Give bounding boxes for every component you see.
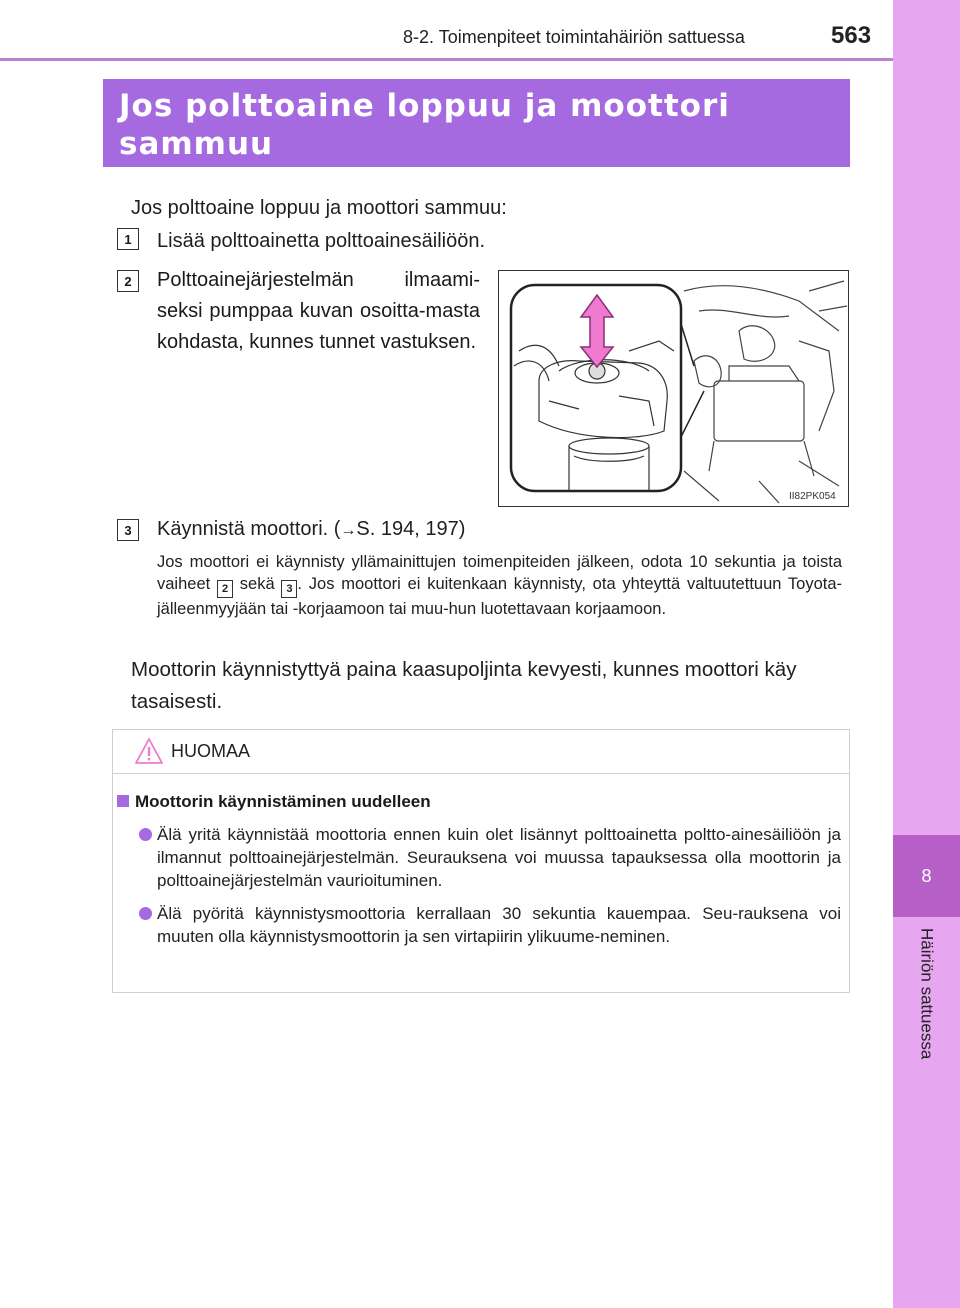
- warning-triangle-icon: [134, 736, 164, 766]
- step-2-text: Polttoainejärjestelmän ilmaami-seksi pumppaa kuvan osoitta-masta kohdasta, kunnes tunnet vastuksen.: [157, 269, 480, 353]
- intro-text: Jos polttoaine loppuu ja moottori sammuu:: [131, 197, 507, 219]
- chapter-side-tab: [893, 0, 960, 1308]
- title-line-2: (vain dieselmoottori): [119, 164, 509, 200]
- note-text-1: Jos moottori ei käynnisty yllämainittujen toimenpiteiden jälkeen, odota 10 sekuntia ja toista vaiheet: [157, 553, 842, 593]
- caution-bullet-2: [139, 902, 841, 948]
- step-badge-3: 3: [117, 519, 139, 541]
- chapter-title: Häiriön sattuessa: [917, 928, 937, 1060]
- title-banner: [103, 79, 850, 200]
- step-3-label: Käynnistä moottori. (: [157, 518, 341, 540]
- header-rule: [0, 58, 893, 61]
- illustration-code: II82PK054: [789, 491, 836, 502]
- engine-illustration: [498, 270, 849, 507]
- step-badge-2: 2: [117, 270, 139, 292]
- caution-label: HUOMAA: [171, 741, 251, 761]
- bullet-dot-icon: [139, 828, 152, 841]
- caution-box: [112, 729, 850, 993]
- chapter-number: 8: [893, 835, 960, 917]
- closing-text: Moottorin käynnistyttyä paina kaasupoljinta kevyesti, kunnes moottori käy tasaisesti.: [131, 658, 797, 713]
- page-reference-link[interactable]: S. 194, 197): [356, 518, 466, 540]
- page-number: 563: [831, 22, 872, 49]
- caution-subheading: [117, 792, 431, 812]
- caution-bullet-1: [139, 823, 841, 892]
- step-note: [157, 551, 842, 620]
- square-bullet-icon: [117, 795, 129, 807]
- engine-drawing: [499, 271, 848, 506]
- caution-header: [113, 730, 849, 774]
- caution-bullet-2-text: Älä pyöritä käynnistysmoottoria kerrallaan 30 sekuntia kauempaa. Seu-rauksena voi muuten olla käynnistysmoottorin ja sen virtapiirin ylikuume-neminen.: [157, 904, 841, 946]
- bullet-dot-icon: [139, 907, 152, 920]
- note-text-3: . Jos moottori ei kuitenkaan käynnisty, ota yhteyttä valtuutettuun Toyota-jälleenmyyjään tai -korjaamoon tai muu-hun luotettavaan korjaamoon.: [157, 575, 843, 618]
- step-3-text: [157, 515, 465, 545]
- caution-heading-text: Moottorin käynnistäminen uudelleen: [135, 792, 431, 811]
- chapter-title-container: [893, 928, 960, 1088]
- step-1-text: Lisää polttoainetta polttoainesäiliöön.: [157, 230, 486, 252]
- note-text-2: sekä: [239, 575, 275, 593]
- note-badge-3: 3: [281, 580, 297, 598]
- note-badge-2: 2: [217, 580, 233, 598]
- title-line-1: Jos polttoaine loppuu ja moottori sammuu: [119, 88, 730, 162]
- step-badge-1: 1: [117, 228, 139, 250]
- section-header: 8-2. Toimenpiteet toimintahäiriön sattuessa: [403, 27, 745, 47]
- page-ref-arrow-icon: →: [340, 522, 357, 539]
- caution-bullet-1-text: Älä yritä käynnistää moottoria ennen kuin olet lisännyt polttoainetta poltto-ainesäiliöön ja ilmannut polttoainejärjestelmän. Seurauksena voi muussa tapauksessa olla moottorin ja polttoainejärjestelmän vaurioituminen.: [157, 825, 841, 890]
